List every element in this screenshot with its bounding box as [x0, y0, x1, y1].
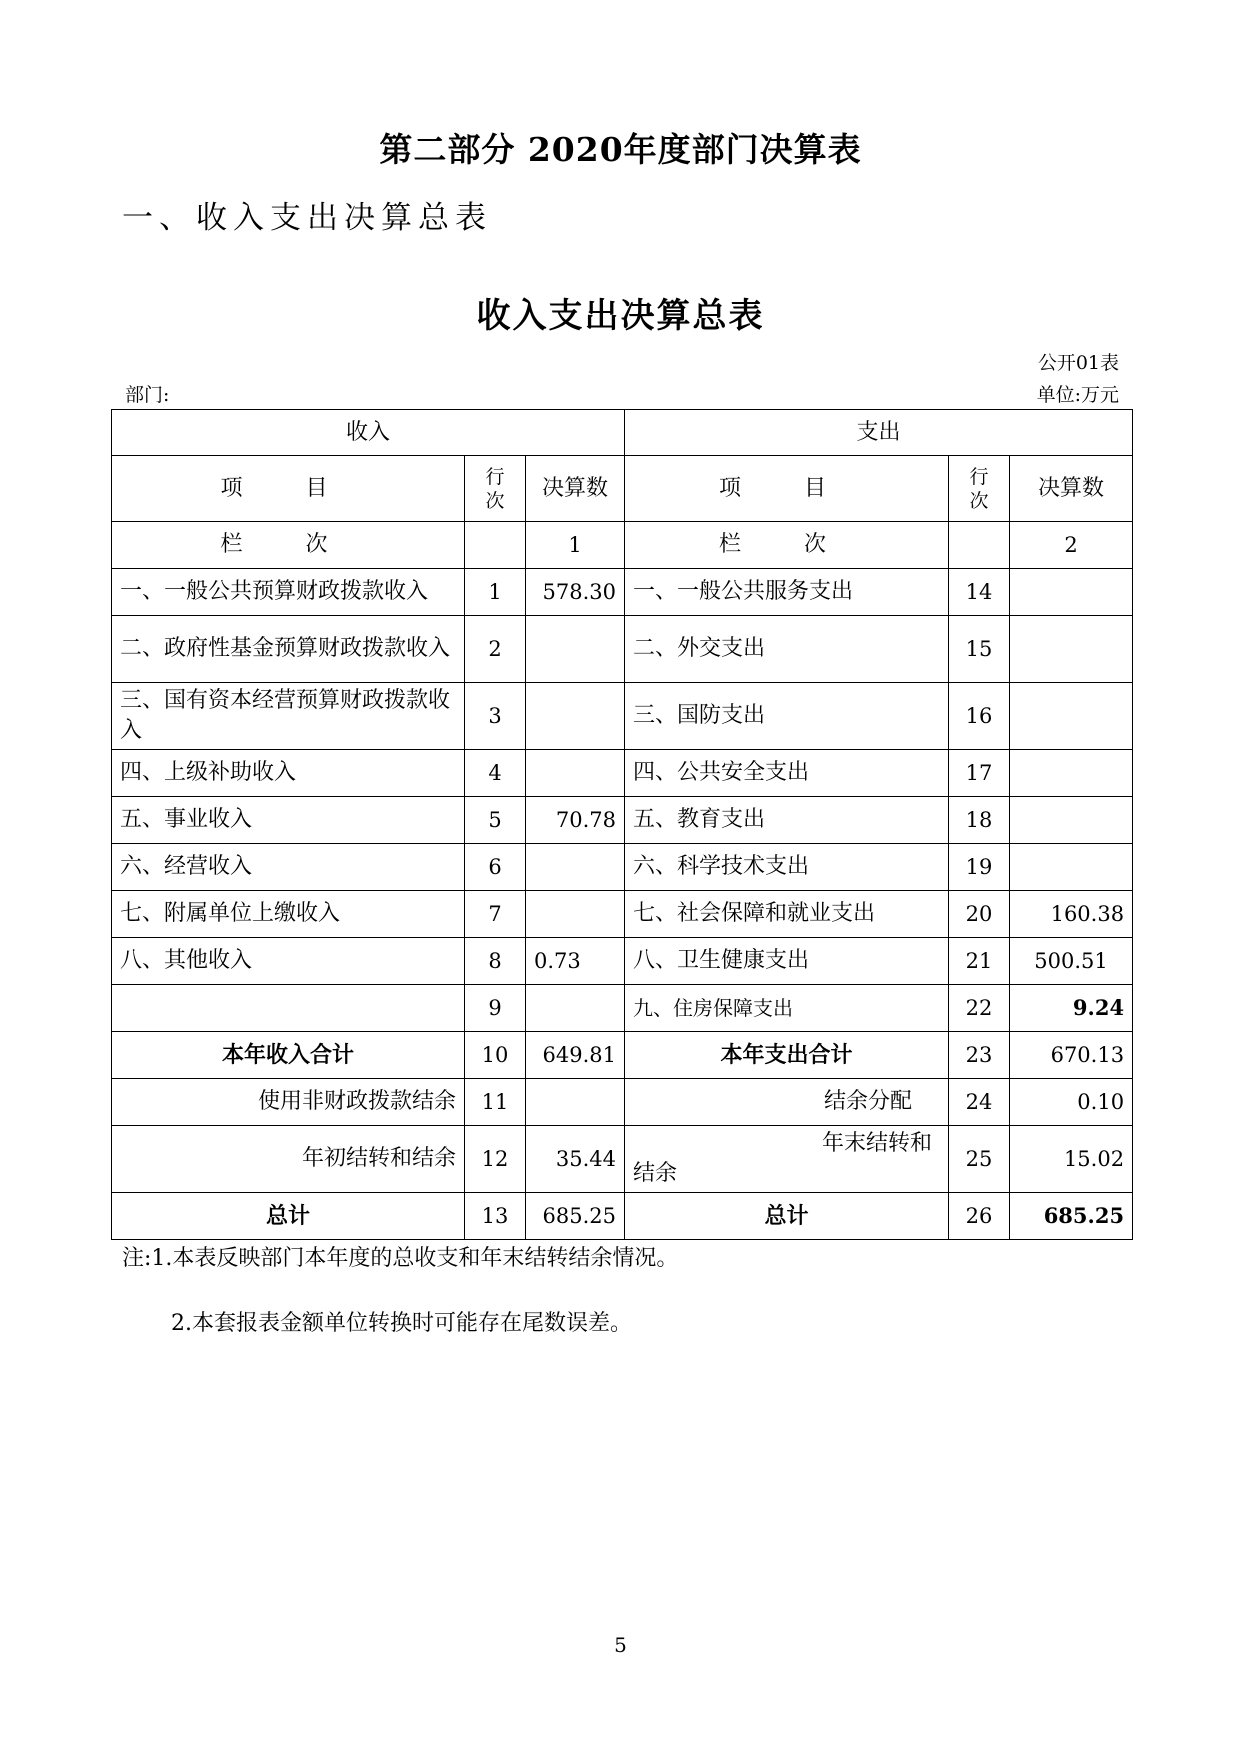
income-line-no: 5: [465, 797, 526, 844]
expense-amount: [1010, 844, 1133, 891]
expense-line-no: 17: [949, 750, 1010, 797]
income-amount: [526, 750, 625, 797]
table-title: 收入支出决算总表: [476, 296, 765, 336]
form-number: 公开01表: [1037, 352, 1119, 374]
expense-line-no: 25: [949, 1126, 1010, 1193]
unit-label: 单位:万元: [1036, 384, 1119, 406]
table-row: [112, 938, 1133, 985]
income-item: 七、附属单位上缴收入: [112, 891, 465, 938]
expense-item: 一、一般公共服务支出: [625, 569, 949, 616]
expense-amount: 9.24: [1010, 985, 1133, 1032]
table-row: [112, 1079, 1133, 1126]
table-row: [112, 1126, 1133, 1193]
page-number: 5: [614, 1633, 627, 1657]
income-line-no: 12: [465, 1126, 526, 1193]
expense-amount: 500.51: [1010, 938, 1133, 985]
table-row: [112, 750, 1133, 797]
expense-item: 六、科学技术支出: [625, 844, 949, 891]
income-item: 年初结转和结余: [112, 1126, 465, 1193]
expense-item: 九、住房保障支出: [625, 985, 949, 1032]
table-row: [112, 985, 1133, 1032]
column-index-row: [112, 522, 1133, 569]
expense-line-no: 22: [949, 985, 1010, 1032]
expense-amount: [1010, 569, 1133, 616]
expense-amount: 0.10: [1010, 1079, 1133, 1126]
income-item: 六、经营收入: [112, 844, 465, 891]
income-amount-header: 决算数: [526, 456, 625, 522]
table-row: [112, 569, 1133, 616]
income-amount: 0.73: [526, 938, 625, 985]
expense-subtotal-amount: 670.13: [1010, 1032, 1133, 1079]
income-line-no: 8: [465, 938, 526, 985]
expense-item: 四、公共安全支出: [625, 750, 949, 797]
income-total-amount: 685.25: [526, 1193, 625, 1240]
income-amount: [526, 844, 625, 891]
expense-amount: 160.38: [1010, 891, 1133, 938]
expense-line-no: 15: [949, 616, 1010, 683]
income-column-label: 栏 次: [112, 522, 465, 569]
income-item: 一、一般公共预算财政拨款收入: [112, 569, 465, 616]
income-amount: 35.44: [526, 1126, 625, 1193]
section-title: 一、收入支出决算总表: [122, 200, 492, 236]
expense-line-no: 23: [949, 1032, 1010, 1079]
header-row-sections: [112, 410, 1133, 456]
income-amount: 70.78: [526, 797, 625, 844]
part-title: 第二部分 2020年度部门决算表: [379, 130, 862, 169]
expense-line-no: 21: [949, 938, 1010, 985]
footnote-2: 2.本套报表金额单位转换时可能存在尾数误差。: [171, 1311, 632, 1336]
expense-amount: [1010, 683, 1133, 750]
table-row: [112, 616, 1133, 683]
expense-line-no: 19: [949, 844, 1010, 891]
income-item: 八、其他收入: [112, 938, 465, 985]
expense-item: 五、教育支出: [625, 797, 949, 844]
expense-amount: [1010, 750, 1133, 797]
expense-total-label: 总计: [625, 1193, 949, 1240]
income-expense-table: [111, 409, 1133, 1240]
income-amount: [526, 1079, 625, 1126]
empty-cell: [949, 522, 1010, 569]
expense-item-line2: 结余: [633, 1161, 678, 1186]
line-header-text: 行次: [969, 465, 989, 512]
empty-cell: [465, 522, 526, 569]
header-row-columns: [112, 456, 1133, 522]
expense-line-no: 20: [949, 891, 1010, 938]
department-label: 部门:: [125, 384, 170, 406]
table-row: [112, 797, 1133, 844]
income-column-number: 1: [526, 522, 625, 569]
income-line-no: 7: [465, 891, 526, 938]
expense-item-line1: 年末结转和: [822, 1131, 933, 1156]
income-item: 二、政府性基金预算财政拨款收入: [112, 616, 465, 683]
expense-amount: 15.02: [1010, 1126, 1133, 1193]
income-subtotal-amount: 649.81: [526, 1032, 625, 1079]
expense-amount: [1010, 797, 1133, 844]
income-line-no: 6: [465, 844, 526, 891]
income-item-header: 项 目: [112, 456, 465, 522]
income-amount: [526, 985, 625, 1032]
income-line-no: 10: [465, 1032, 526, 1079]
expense-item: 三、国防支出: [625, 683, 949, 750]
expense-total-amount: 685.25: [1010, 1193, 1133, 1240]
footnote-1: 注:1.本表反映部门本年度的总收支和年末结转结余情况。: [122, 1246, 679, 1271]
total-row: [112, 1193, 1133, 1240]
income-header: 收入: [112, 410, 625, 456]
expense-line-header: [949, 456, 1010, 522]
income-amount: [526, 616, 625, 683]
expense-line-no: 18: [949, 797, 1010, 844]
table-row: [112, 891, 1133, 938]
expense-line-no: 16: [949, 683, 1010, 750]
expense-item: [625, 1126, 949, 1193]
income-amount: 578.30: [526, 569, 625, 616]
income-item: 四、上级补助收入: [112, 750, 465, 797]
income-line-no: 3: [465, 683, 526, 750]
income-item: 使用非财政拨款结余: [112, 1079, 465, 1126]
expense-amount: [1010, 616, 1133, 683]
income-amount: [526, 891, 625, 938]
income-amount: [526, 683, 625, 750]
income-line-header: [465, 456, 526, 522]
income-line-no: 4: [465, 750, 526, 797]
income-subtotal-label: 本年收入合计: [112, 1032, 465, 1079]
expense-line-no: 26: [949, 1193, 1010, 1240]
expense-item: 二、外交支出: [625, 616, 949, 683]
income-line-no: 2: [465, 616, 526, 683]
income-total-label: 总计: [112, 1193, 465, 1240]
expense-amount-header: 决算数: [1010, 456, 1133, 522]
expense-subtotal-label: 本年支出合计: [625, 1032, 949, 1079]
income-line-no: 1: [465, 569, 526, 616]
income-item: 三、国有资本经营预算财政拨款收入: [112, 683, 465, 750]
line-header-text: 行次: [485, 465, 505, 512]
expense-line-no: 14: [949, 569, 1010, 616]
table-row: [112, 844, 1133, 891]
income-item: 五、事业收入: [112, 797, 465, 844]
income-item: [112, 985, 465, 1032]
income-line-no: 9: [465, 985, 526, 1032]
subtotal-row: [112, 1032, 1133, 1079]
expense-item: 结余分配: [625, 1079, 949, 1126]
expense-item-header: 项 目: [625, 456, 949, 522]
expense-item: 八、卫生健康支出: [625, 938, 949, 985]
expense-item: 七、社会保障和就业支出: [625, 891, 949, 938]
income-line-no: 13: [465, 1193, 526, 1240]
expense-column-number: 2: [1010, 522, 1133, 569]
income-line-no: 11: [465, 1079, 526, 1126]
expense-header: 支出: [625, 410, 1133, 456]
expense-column-label: 栏 次: [625, 522, 949, 569]
expense-line-no: 24: [949, 1079, 1010, 1126]
table-row: [112, 683, 1133, 750]
